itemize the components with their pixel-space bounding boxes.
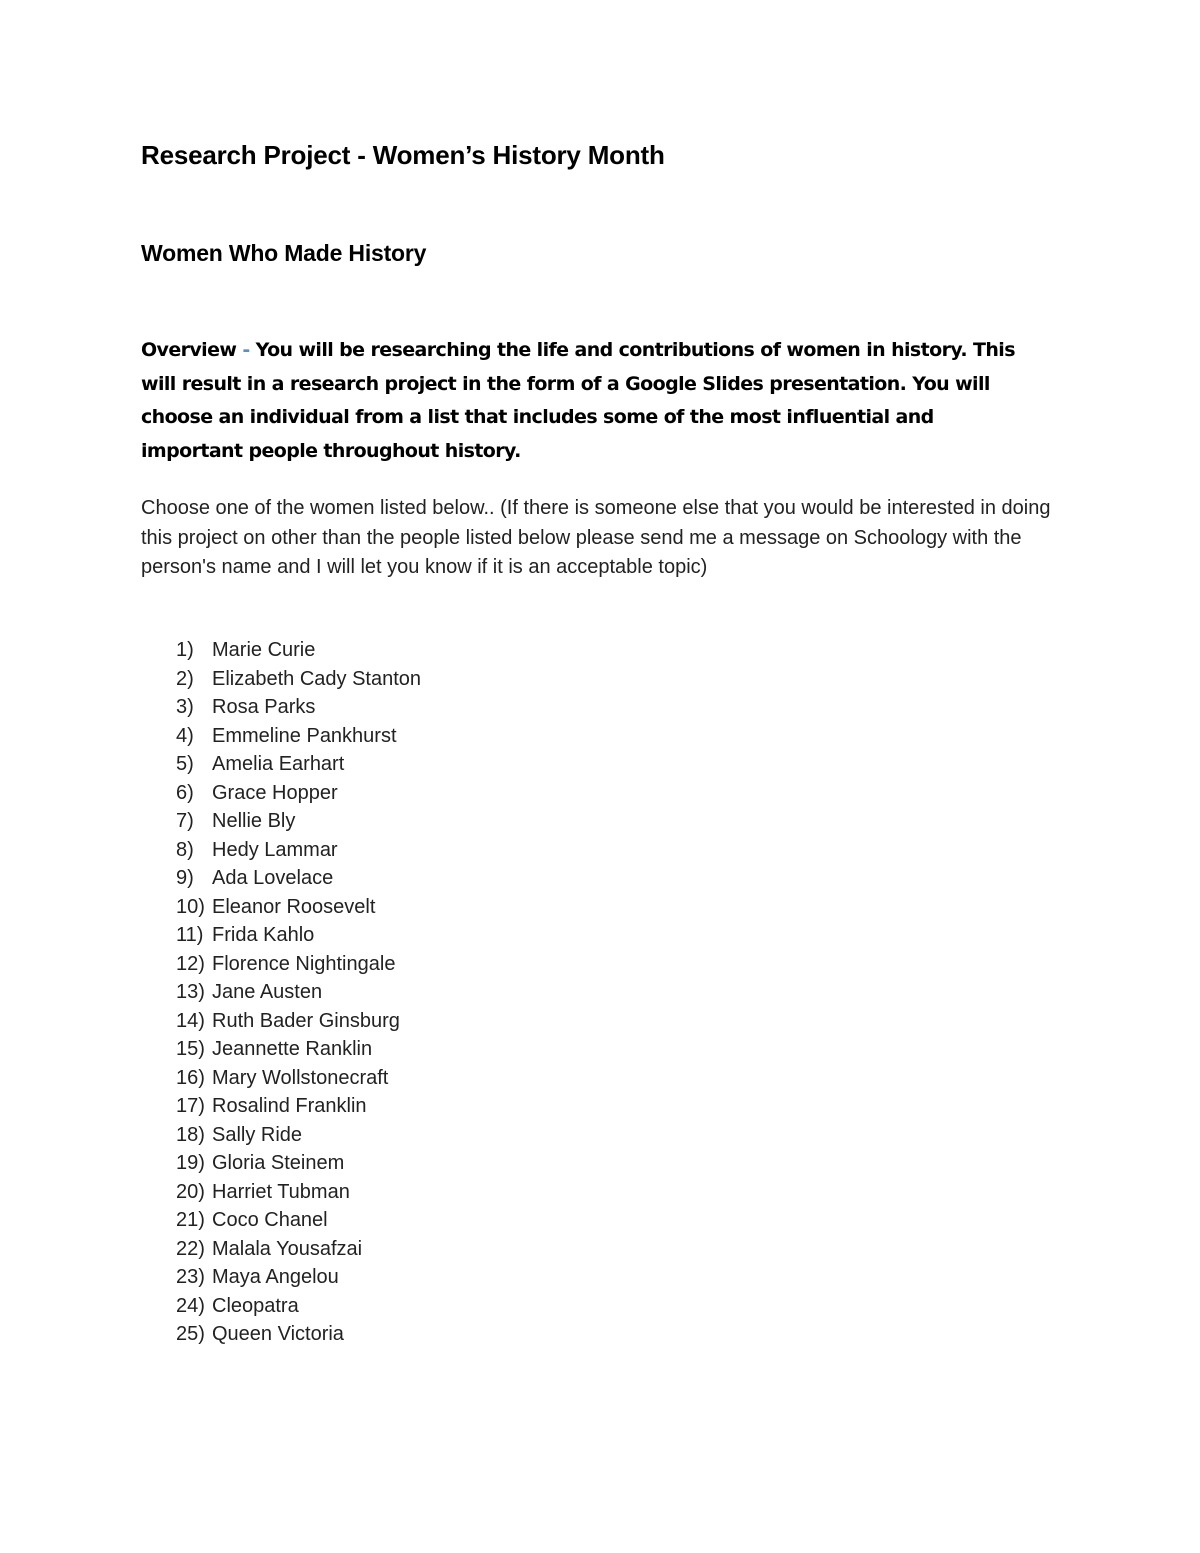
list-item-number: 8) [176,838,194,861]
list-item [176,1235,421,1264]
list-item-number: 22) [176,1237,205,1260]
overview-text: You will be researching the life and contributions of women in history. This will result in a research project in the form of a Google Slides presentation. You will choose an individual from a list that includes some of the most influential and important people throughout history. [141,339,1015,462]
overview-paragraph [141,334,1041,468]
list-item-name: Nellie Bly [212,810,296,832]
list-item-name: Queen Victoria [212,1323,344,1345]
list-item [176,836,421,865]
list-item [176,665,421,694]
list-item [176,978,421,1007]
document-title: Research Project - Women’s History Month [141,140,665,170]
list-item-name: Rosa Parks [212,696,316,718]
list-item-number: 3) [176,696,194,718]
list-item-name: Emmeline Pankhurst [212,724,397,747]
list-item-name: Hedy Lammar [212,838,338,861]
list-item-number: 1) [176,639,194,661]
overview-dash: - [242,339,250,361]
list-item-name: Sally Ride [212,1123,303,1146]
list-item-name: Grace Hopper [212,781,338,804]
list-item-number: 6) [176,781,194,804]
list-item-number: 25) [176,1323,205,1345]
list-item [176,1149,421,1178]
list-item [176,779,421,808]
list-item-number: 16) [176,1066,205,1089]
list-item-number: 13) [176,981,205,1003]
list-item-number: 10) [176,895,205,918]
list-item-name: Harriet Tubman [212,1180,350,1203]
list-item-name: Coco Chanel [212,1209,328,1231]
list-item [176,807,421,836]
list-item [176,1292,421,1321]
list-item-number: 2) [176,667,194,690]
list-item-number: 14) [176,1009,205,1032]
list-item-name: Amelia Earhart [212,753,345,775]
list-item-name: Eleanor Roosevelt [212,895,376,918]
list-item-name: Frida Kahlo [212,924,315,946]
list-item-number: 20) [176,1180,205,1203]
list-item-number: 19) [176,1152,205,1174]
list-item-number: 23) [176,1266,205,1288]
list-item [176,1007,421,1036]
list-item [176,893,421,922]
women-list [176,636,421,1349]
list-item-name: Marie Curie [212,639,316,661]
list-item-name: Elizabeth Cady Stanton [212,667,422,690]
list-item [176,1035,421,1064]
list-item-number: 21) [176,1209,205,1231]
list-item [176,722,421,751]
list-item-number: 18) [176,1123,205,1146]
list-item-number: 9) [176,867,194,889]
list-item-number: 4) [176,724,194,747]
list-item-number: 24) [176,1294,205,1317]
list-item-name: Gloria Steinem [212,1152,345,1174]
list-item-number: 17) [176,1095,205,1117]
list-item-name: Maya Angelou [212,1266,339,1288]
list-item-name: Malala Yousafzai [212,1237,363,1260]
list-item [176,1206,421,1235]
list-item-name: Jane Austen [212,981,323,1003]
list-item [176,1121,421,1150]
list-item-number: 7) [176,810,194,832]
list-item [176,693,421,722]
list-item-name: Florence Nightingale [212,952,396,975]
list-item [176,1064,421,1093]
list-item [176,1263,421,1292]
list-item [176,950,421,979]
instructions-paragraph: Choose one of the women listed below.. (If there is someone else that you would be interested in doing this project on other than the people listed below please send me a message on Schoology with the person's name and I will let you know if it is an acceptable topic) [141,497,1051,578]
list-item-name: Ruth Bader Ginsburg [212,1009,400,1032]
list-item [176,750,421,779]
list-item [176,636,421,665]
list-item-number: 15) [176,1038,205,1060]
list-item [176,1320,421,1349]
list-item [176,1092,421,1121]
list-item [176,1178,421,1207]
list-item-number: 11) [176,924,204,946]
list-item-number: 12) [176,952,205,975]
list-item-number: 5) [176,753,194,775]
list-item-name: Mary Wollstonecraft [212,1066,389,1089]
list-item-name: Ada Lovelace [212,867,334,889]
list-item [176,921,421,950]
list-item-name: Rosalind Franklin [212,1095,367,1117]
document-subtitle: Women Who Made History [141,240,427,266]
list-item-name: Jeannette Ranklin [212,1038,373,1060]
overview-label: Overview [141,339,237,361]
list-item [176,864,421,893]
list-item-name: Cleopatra [212,1294,299,1317]
